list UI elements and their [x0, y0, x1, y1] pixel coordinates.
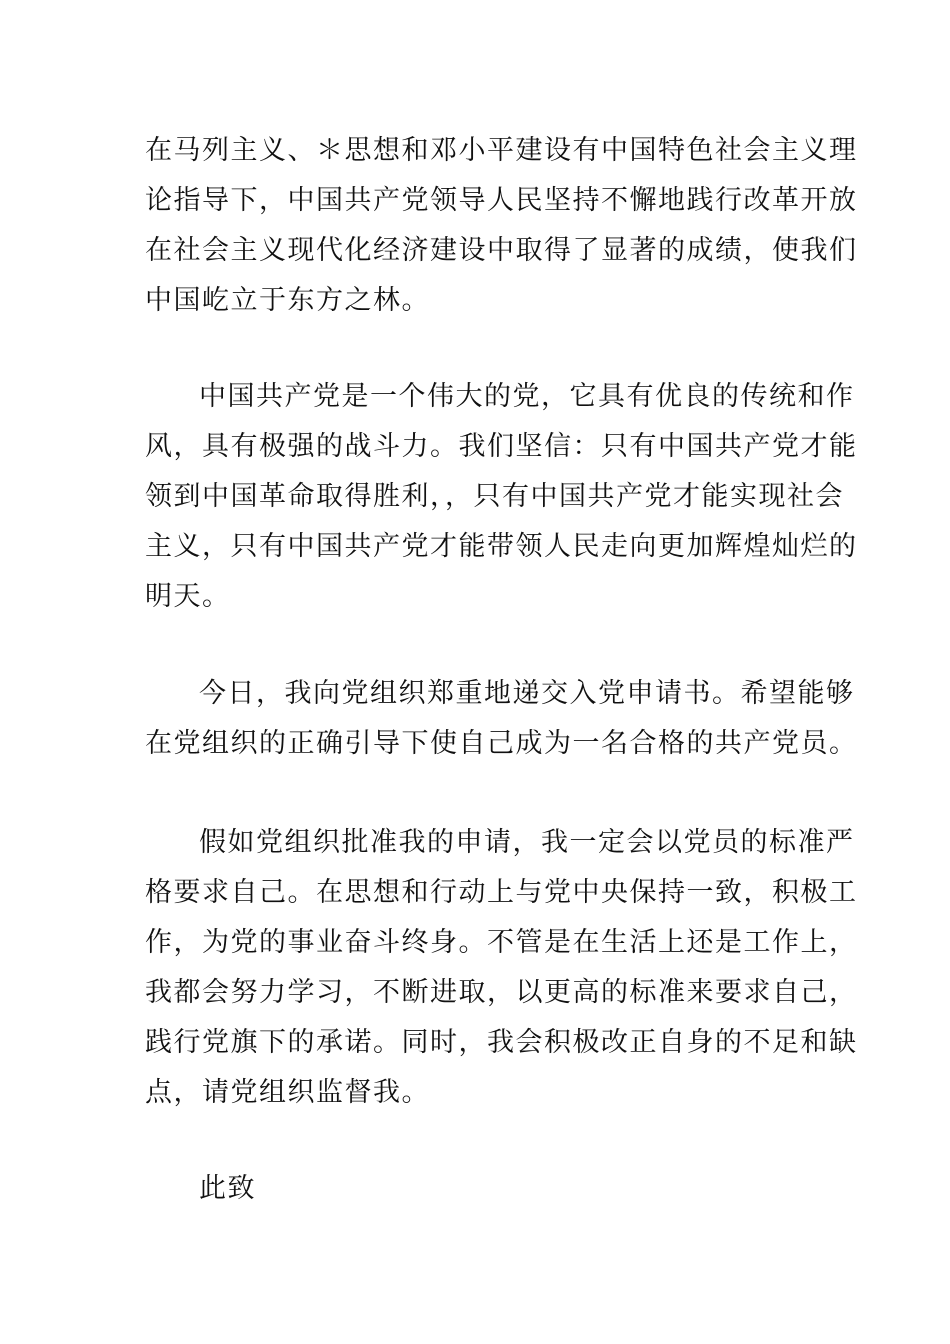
- paragraph-line: 此致: [199, 1173, 256, 1204]
- paragraph-line: 中国屹立于东方之林。: [145, 285, 430, 316]
- closing-salutation: [145, 1164, 810, 1214]
- paragraph-2: [145, 372, 858, 622]
- paragraph-line: 中国共产党是一个伟大的党，它具有优良的传统和作: [199, 381, 855, 412]
- paragraph-1: [145, 126, 858, 326]
- paragraph-line: 践行党旗下的承诺。同时，我会积极改正自身的不足和缺: [145, 1027, 858, 1058]
- paragraph-line: 我都会努力学习，不断进取，以更高的标准来要求自己，: [145, 977, 858, 1008]
- paragraph-line: 今日，我向党组织郑重地递交入党申请书。希望能够: [199, 678, 855, 709]
- paragraph-line: 在党组织的正确引导下使自己成为一名合格的共产党员。: [145, 728, 858, 759]
- paragraph-line: 论指导下，中国共产党领导人民坚持不懈地践行改革开放: [145, 185, 858, 216]
- paragraph-4: [145, 818, 858, 1118]
- paragraph-line: 作，为党的事业奋斗终身。不管是在生活上还是工作上，: [145, 927, 858, 958]
- paragraph-line: 格要求自己。在思想和行动上与党中央保持一致，积极工: [145, 877, 858, 908]
- paragraph-line: 风，具有极强的战斗力。我们坚信：只有中国共产党才能: [145, 431, 858, 462]
- paragraph-line: 在马列主义、＊思想和邓小平建设有中国特色社会主义理: [145, 135, 858, 166]
- paragraph-line: 主义，只有中国共产党才能带领人民走向更加辉煌灿烂的: [145, 531, 858, 562]
- paragraph-line: 在社会主义现代化经济建设中取得了显著的成绩，使我们: [145, 235, 858, 266]
- paragraph-line: 点，请党组织监督我。: [145, 1077, 430, 1108]
- paragraph-line: 假如党组织批准我的申请，我一定会以党员的标准严: [199, 827, 855, 858]
- paragraph-3: [145, 669, 858, 769]
- paragraph-line: 领到中国革命取得胜利，，只有中国共产党才能实现社会: [145, 481, 844, 512]
- paragraph-line: 明天。: [145, 581, 231, 612]
